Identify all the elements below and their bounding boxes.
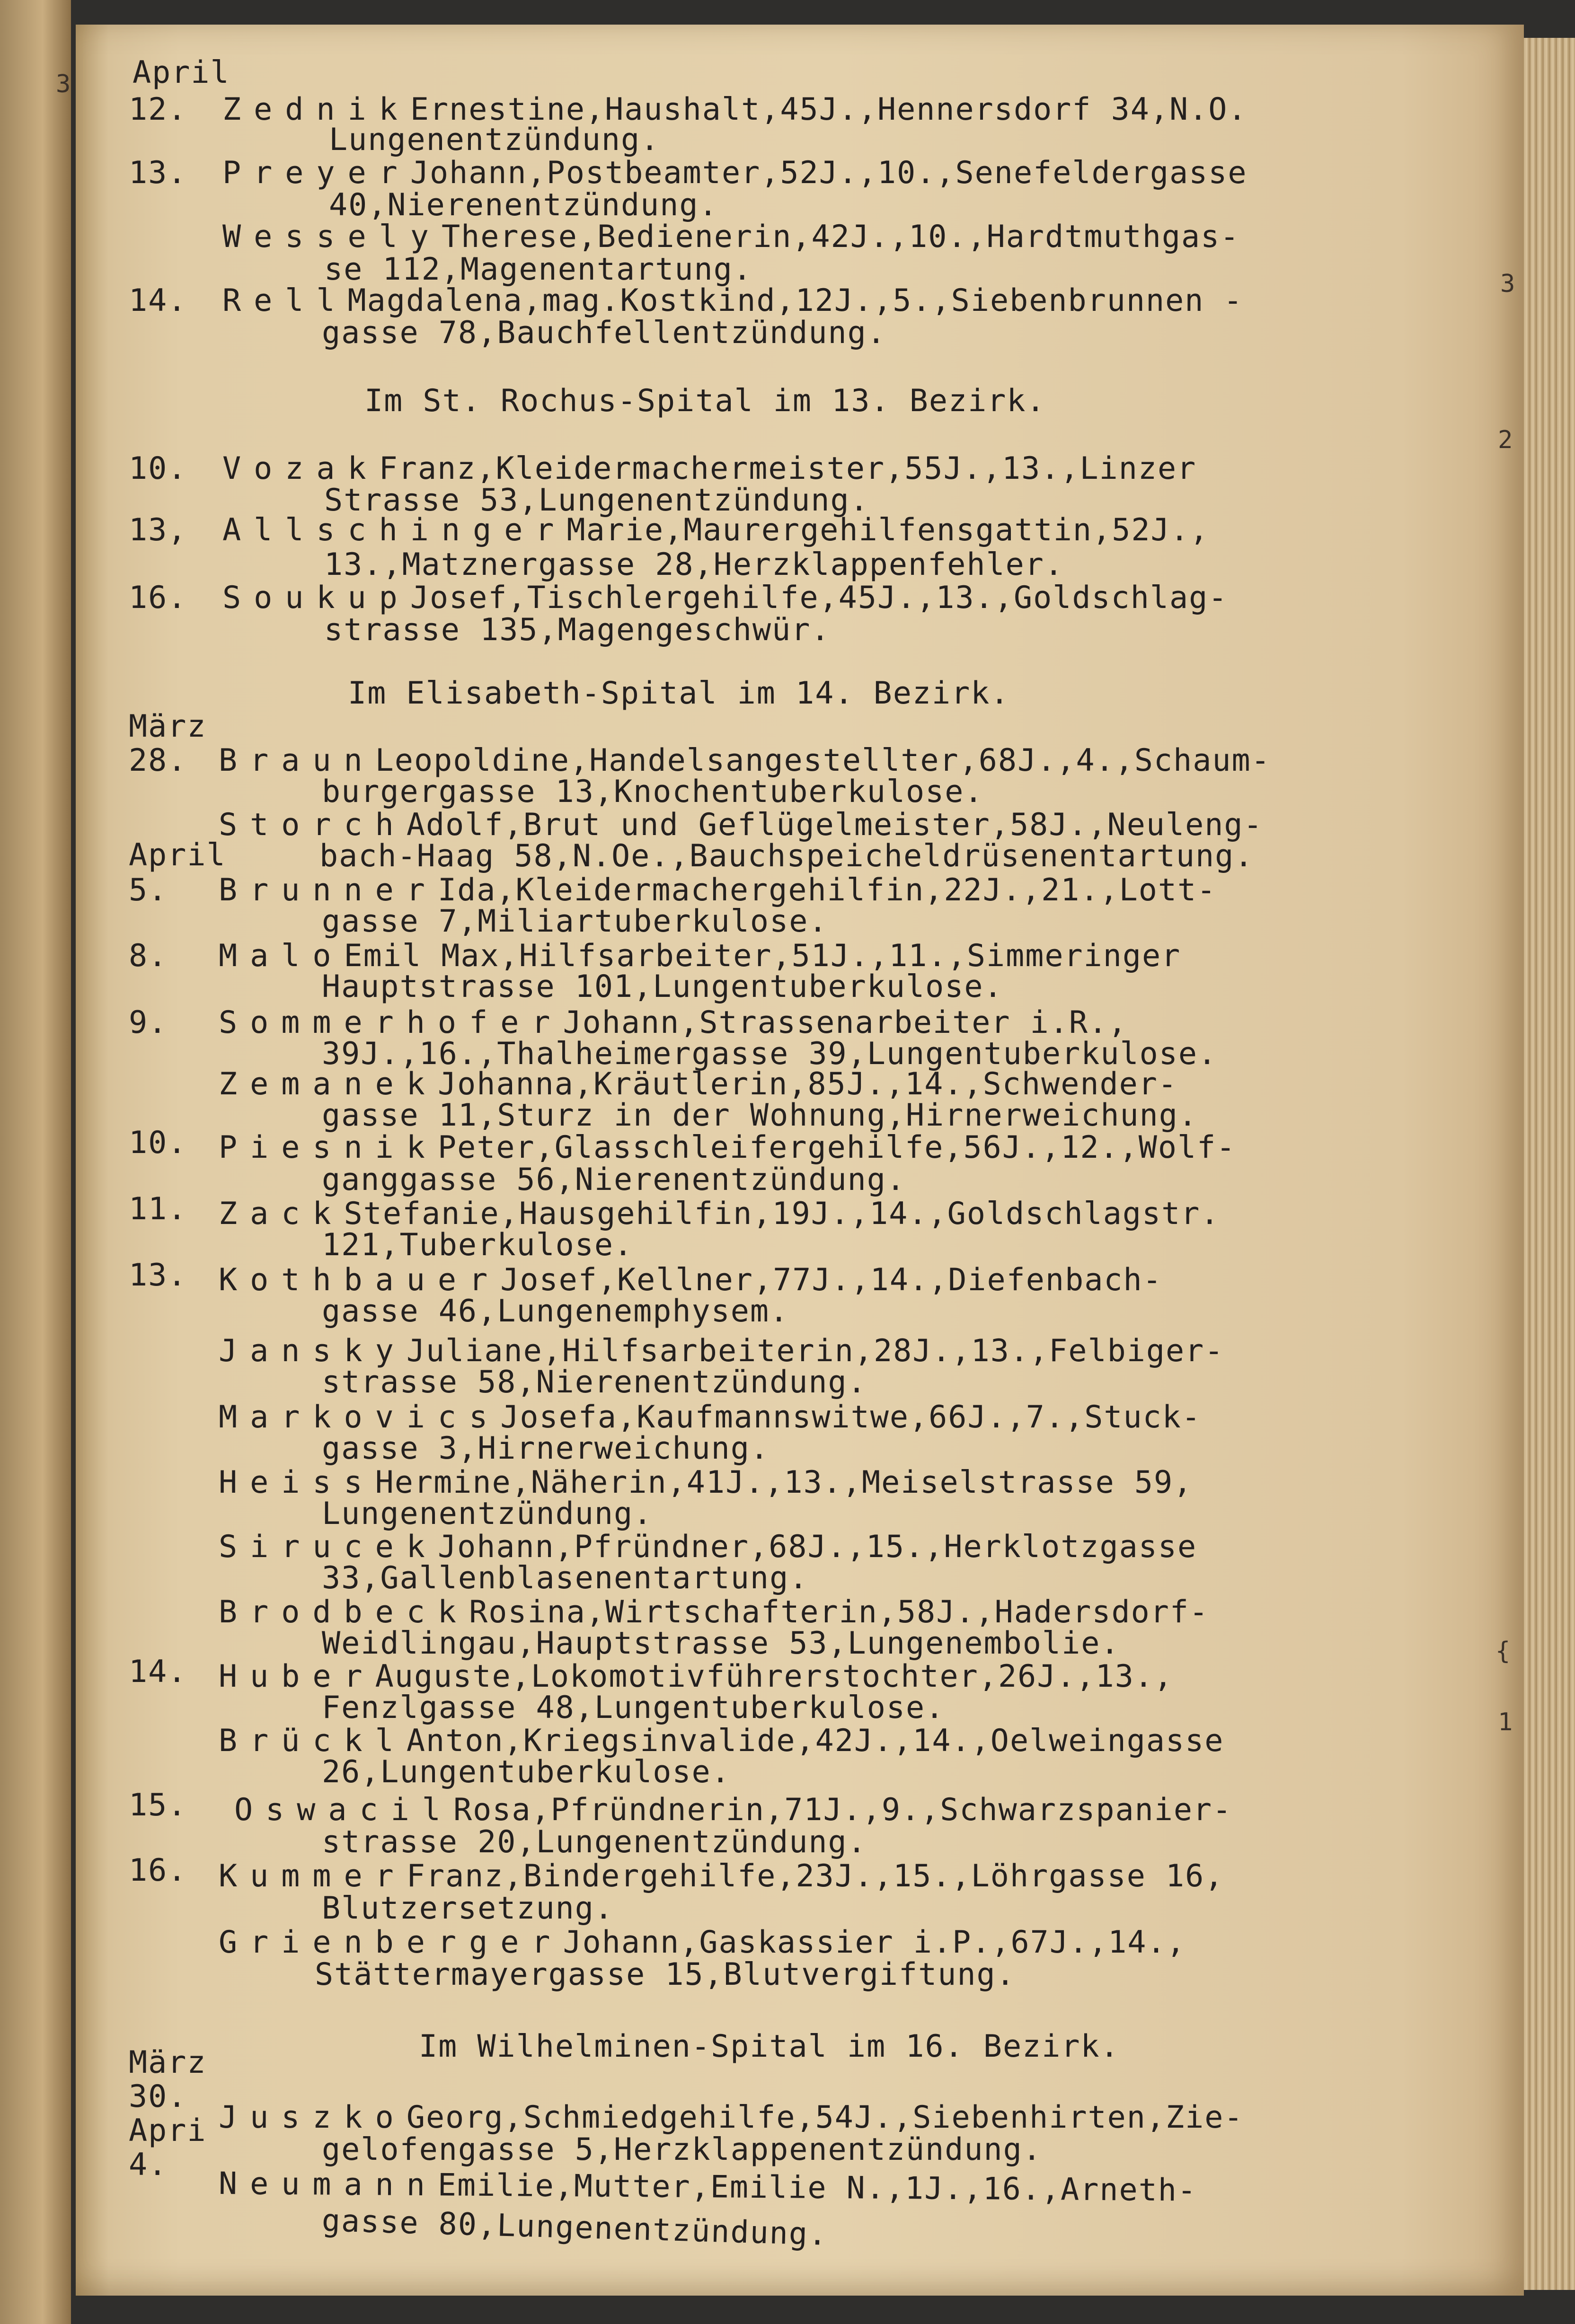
entry-name: Malo xyxy=(219,938,344,974)
entry-line: 33,Gallenblasenentartung. xyxy=(322,1560,809,1596)
entry-line: OswacilRosa,Pfründnerin,71J.,9.,Schwarzspanier- xyxy=(234,1792,1232,1828)
entry-name: Soukup xyxy=(222,580,410,616)
entry-line: HuberAuguste,Lokomotivführerstochter,26J.,13., xyxy=(219,1659,1174,1694)
entry-line: 40,Nierenentzündung. xyxy=(329,187,718,223)
entry-line: AllschingerMarie,Maurergehilfensgattin,52J., xyxy=(222,512,1209,548)
entry-name: Markovics xyxy=(219,1400,501,1435)
entry-name: Heiss xyxy=(219,1465,375,1500)
entry-line: gasse 46,Lungenemphysem. xyxy=(322,1294,789,1329)
day-number: 8. xyxy=(129,938,168,974)
month-label: Apri xyxy=(129,2113,207,2148)
entry-line: SoukupJosef,Tischlergehilfe,45J.,13.,Goldschlag- xyxy=(222,580,1228,616)
entry-name: Juszko xyxy=(219,2100,407,2135)
day-number: 9. xyxy=(129,1005,168,1040)
entry-line: bach-Haag 58,N.Oe.,Bauchspeicheldrüsenentartung. xyxy=(319,838,1254,874)
entry-line: GrienbergerJohann,Gaskassier i.P.,67J.,14., xyxy=(219,1925,1186,1960)
entry-name: Grienberger xyxy=(219,1925,563,1960)
margin-mark: 3 xyxy=(1500,270,1516,298)
day-number: 13, xyxy=(129,512,187,548)
entry-line: Fenzlgasse 48,Lungentuberkulose. xyxy=(322,1690,945,1725)
entry-line: NeumannEmilie,Mutter,Emilie N.,1J.,16.,Arneth- xyxy=(218,2166,1197,2209)
entry-name: Preyer xyxy=(222,155,410,191)
entry-line: BrücklAnton,Kriegsinvalide,42J.,14.,Oelweingasse xyxy=(219,1723,1224,1759)
entry-line: gasse 11,Sturz in der Wohnung,Hirnerweichung. xyxy=(322,1098,1198,1133)
entry-line: ZackStefanie,Hausgehilfin,19J.,14.,Goldschlagstr. xyxy=(219,1196,1220,1232)
entry-line: strasse 20,Lungenentzündung. xyxy=(322,1824,867,1860)
entry-line: JanskyJuliane,Hilfsarbeiterin,28J.,13.,Felbiger- xyxy=(219,1333,1224,1369)
entry-name: Sommerhofer xyxy=(219,1005,563,1040)
entry-name: Huber xyxy=(219,1659,375,1694)
month-label: April xyxy=(133,55,230,90)
entry-name: Kummer xyxy=(219,1858,407,1894)
month-label: März xyxy=(129,709,207,744)
entry-line: se 112,Magenentartung. xyxy=(324,252,752,287)
entry-name: Brückl xyxy=(219,1723,407,1759)
entry-line: WesselyTherese,Bedienerin,42J.,10.,Hardtmuthgas- xyxy=(222,219,1240,255)
entry-line: HeissHermine,Näherin,41J.,13.,Meiselstrasse 59, xyxy=(219,1465,1193,1500)
entry-name: Sirucek xyxy=(219,1529,438,1565)
day-number: 14. xyxy=(129,283,187,318)
entry-line: gasse 3,Hirnerweichung. xyxy=(322,1431,770,1466)
entry-name: Brodbeck xyxy=(219,1594,469,1630)
day-number: 14. xyxy=(129,1654,187,1690)
day-number: 13. xyxy=(129,155,187,191)
day-number: 30. xyxy=(129,2079,187,2114)
entry-line: Hauptstrasse 101,Lungentuberkulose. xyxy=(322,969,1003,1004)
margin-mark: { xyxy=(1495,1637,1512,1665)
entry-line: 26,Lungentuberkulose. xyxy=(322,1754,731,1790)
entry-line: BraunLeopoldine,Handelsangestellter,68J.,4.,Schaum- xyxy=(219,743,1271,778)
day-number: 5. xyxy=(129,872,168,908)
entry-line: ZemanekJohanna,Kräutlerin,85J.,14.,Schwender- xyxy=(219,1066,1178,1102)
entry-line: KothbauerJosef,Kellner,77J.,14.,Diefenbach- xyxy=(219,1262,1162,1298)
month-label: April xyxy=(129,837,226,873)
entry-line: MaloEmil Max,Hilfsarbeiter,51J.,11.,Simmeringer xyxy=(219,938,1181,974)
entry-name: Piesnik xyxy=(219,1130,438,1165)
entry-line: PreyerJohann,Postbeamter,52J.,10.,Senefeldergasse xyxy=(222,155,1248,191)
entry-line: gasse 80,Lungenentzündung. xyxy=(321,2203,829,2253)
entry-line: MarkovicsJosefa,Kaufmannswitwe,66J.,7.,Stuck- xyxy=(219,1400,1202,1435)
entry-line: ZednikErnestine,Haushalt,45J.,Hennersdorf 34,N.O. xyxy=(222,92,1248,127)
margin-mark: 2 xyxy=(1498,426,1514,454)
month-label: März xyxy=(129,2045,207,2080)
day-number: 13. xyxy=(129,1258,187,1293)
entry-line: BrodbeckRosina,Wirtschafterin,58J.,Hadersdorf- xyxy=(219,1594,1209,1630)
entry-line: Lungenentzündung. xyxy=(329,122,660,158)
day-number: 10. xyxy=(129,451,187,486)
entry-line: burgergasse 13,Knochentuberkulose. xyxy=(322,774,984,810)
entry-line: gasse 78,Bauchfellentzündung. xyxy=(322,315,886,351)
entry-line: strasse 58,Nierenentzündung. xyxy=(322,1364,867,1400)
entry-line: gasse 7,Miliartuberkulose. xyxy=(322,904,828,939)
entry-line: Lungenentzündung. xyxy=(322,1496,653,1532)
entry-name: Zemanek xyxy=(219,1066,438,1102)
entry-line: VozakFranz,Kleidermachermeister,55J.,13.,Linzer xyxy=(222,451,1197,486)
entry-line: SommerhoferJohann,Strassenarbeiter i.R., xyxy=(219,1005,1128,1040)
entry-name: Kothbauer xyxy=(219,1262,501,1298)
entry-line: KummerFranz,Bindergehilfe,23J.,15.,Löhrgasse 16, xyxy=(219,1858,1224,1894)
section-heading: Im Elisabeth-Spital im 14. Bezirk. xyxy=(348,676,1010,711)
previous-page-number: 3 xyxy=(56,70,71,98)
entry-name: Vozak xyxy=(222,451,379,486)
entry-line: JuszkoGeorg,Schmiedgehilfe,54J.,Siebenhirten,Zie- xyxy=(219,2100,1244,2135)
entry-line: Blutzersetzung. xyxy=(322,1891,614,1926)
entry-name: Braun xyxy=(219,743,375,778)
entry-name: Oswacil xyxy=(234,1792,453,1828)
section-heading: Im Wilhelminen-Spital im 16. Bezirk. xyxy=(419,2029,1120,2064)
entry-name: Allschinger xyxy=(222,512,567,548)
entry-line: Strasse 53,Lungenentzündung. xyxy=(324,483,869,518)
entry-name: Zednik xyxy=(222,92,410,127)
day-number: 10. xyxy=(129,1125,187,1161)
entry-name: Wessely xyxy=(222,219,442,255)
entry-name: Brunner xyxy=(219,872,438,908)
entry-line: 39J.,16.,Thalheimergasse 39,Lungentuberkulose. xyxy=(322,1036,1218,1072)
day-number: 11. xyxy=(129,1191,187,1227)
entry-name: Jansky xyxy=(219,1333,407,1369)
day-number: 16. xyxy=(129,580,187,616)
entry-name: Rell xyxy=(222,283,348,318)
entry-name: Zack xyxy=(219,1196,344,1232)
day-number: 28. xyxy=(129,743,187,778)
entry-line: ganggasse 56,Nierenentzündung. xyxy=(322,1162,906,1197)
day-number: 16. xyxy=(129,1853,187,1888)
entry-line: Stättermayergasse 15,Blutvergiftung. xyxy=(315,1957,1016,1992)
entry-line: StorchAdolf,Brut und Geflügelmeister,58J.,Neuleng- xyxy=(219,807,1263,843)
day-number: 4. xyxy=(129,2147,168,2183)
entry-line: strasse 135,Magengeschwür. xyxy=(324,612,831,648)
day-number: 12. xyxy=(129,92,187,127)
entry-line: 13.,Matznergasse 28,Herzklappenfehler. xyxy=(324,547,1064,582)
margin-mark: 1 xyxy=(1498,1708,1514,1736)
section-heading: Im St. Rochus-Spital im 13. Bezirk. xyxy=(364,383,1046,419)
entry-line: SirucekJohann,Pfründner,68J.,15.,Herklotzgasse xyxy=(219,1529,1197,1565)
entry-line: 121,Tuberkulose. xyxy=(322,1227,634,1263)
entry-line: RellMagdalena,mag.Kostkind,12J.,5.,Siebenbrunnen - xyxy=(222,283,1243,318)
entry-line: PiesnikPeter,Glasschleifergehilfe,56J.,12.,Wolf- xyxy=(219,1130,1236,1165)
entry-line: BrunnerIda,Kleidermachergehilfin,22J.,21.,Lott- xyxy=(219,872,1217,908)
entry-line: Weidlingau,Hauptstrasse 53,Lungenembolie. xyxy=(322,1626,1120,1661)
day-number: 15. xyxy=(129,1787,187,1823)
entry-name: Storch xyxy=(219,807,407,843)
entry-name: Neumann xyxy=(218,2166,438,2203)
entry-line: gelofengasse 5,Herzklappenentzündung. xyxy=(322,2132,1042,2167)
